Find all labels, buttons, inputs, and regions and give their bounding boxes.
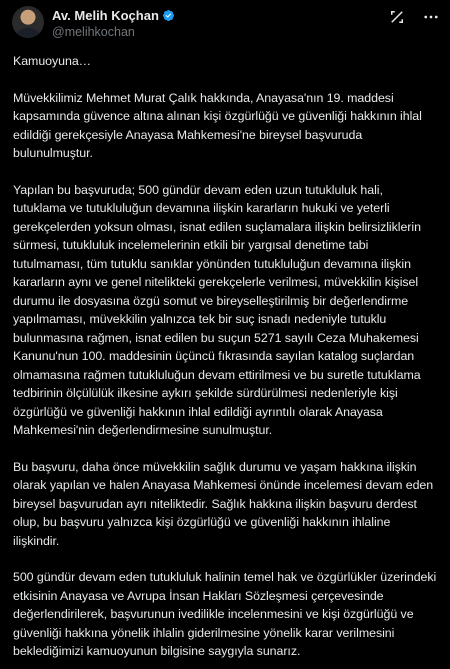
post-paragraph: 500 gündür devam eden tutukluluk halinin temel hak ve özgürlükler üzerindeki etkisinin Anayasa ve Avrupa İnsan Hakları Sözleşmesi çerçevesinde değerlendirilerek, başvurunun ivedilikle incelenmesini ve kişi özgürlüğü ve güvenliği hakkına yönelik ihlalin giderilmesine yönelik karar verilmesini beklediğimizi kamuoyunun bilgisine saygıyla sunarız. (13, 570, 437, 658)
more-options-icon[interactable] (422, 8, 440, 26)
author-name-row (52, 8, 175, 23)
post-body (13, 52, 438, 661)
verified-badge-icon (162, 9, 175, 22)
post-paragraph: Kamuoyuna… (13, 54, 92, 68)
avatar[interactable] (12, 6, 44, 38)
author-name[interactable]: Av. Melih Koçhan (52, 8, 159, 23)
post-paragraph: Bu başvuru, daha önce müvekkilin sağlık durumu ve yaşam hakkına ilişkin olarak yapılan ve halen Anayasa Mahkemesi önünde incelemesi devam eden bireysel başvurudan ayrı niteliktedir. Sağlık hakkına ilişkin başvuru derdest olup, bu başvuru yalnızca kişi özgürlüğü ve güvenliği hakkının ihlaline ilişkindir. (13, 459, 434, 548)
header-actions (388, 8, 440, 26)
grok-icon[interactable] (388, 8, 406, 26)
post-header (0, 0, 450, 52)
post-paragraph: Müvekkilimiz Mehmet Murat Çalık hakkında, Anayasa'nın 19. maddesi kapsamında güvence altına alınan kişi özgürlüğü ve güvenliği hakkının ihlal edildiği gerekçesiyle Anayasa Mahkemesi'ne bireysel başvuruda bulunulmuştur. (13, 90, 422, 160)
author-handle[interactable]: @melihkochan (52, 25, 135, 39)
post-paragraph: Yapılan bu başvuruda; 500 gündür devam eden uzun tutukluluk hali, tutuklama ve tutukluluğun devamına ilişkin kararların hukuki ve yeterli gerekçelerden yoksun olması, isnat edilen suçlamalara ilişkin belirsizliklerin sürmesi, tutukluluk incelemelerinin etkili bir yargısal denetime tabi tutulmaması, tüm tutuklu sanıklar yönünden tutukluluğun devamına ilişkin kararların aynı ve genel nitelikteki gerekçelerle verilmesi, müvekkilin kişisel durumu ile dosyasına özgü somut ve bireyselleştirilmiş bir değerlendirme yapılmaması, müvekkilin yalnızca tek bir suç isnadı nedeniyle tutuklu bulunmasına rağmen, isnat edilen bu suçun 5271 sayılı Ceza Muhakemesi Kanunu'nun 100. maddesinin üçüncü fıkrasında sayılan katalog suçlardan olmamasına rağmen tutukluluğun devam ettirilmesi ve bu suretle tutuklama tedbirinin ölçülülük ilkesine aykırı şekilde sürdürülmesi nedenleriyle kişi özgürlüğü ve güvenliği hakkının ihlal edildiği ayrıntılı olarak Anayasa Mahkemesi'nin değerlendirmesine sunulmuştur. (13, 182, 421, 437)
